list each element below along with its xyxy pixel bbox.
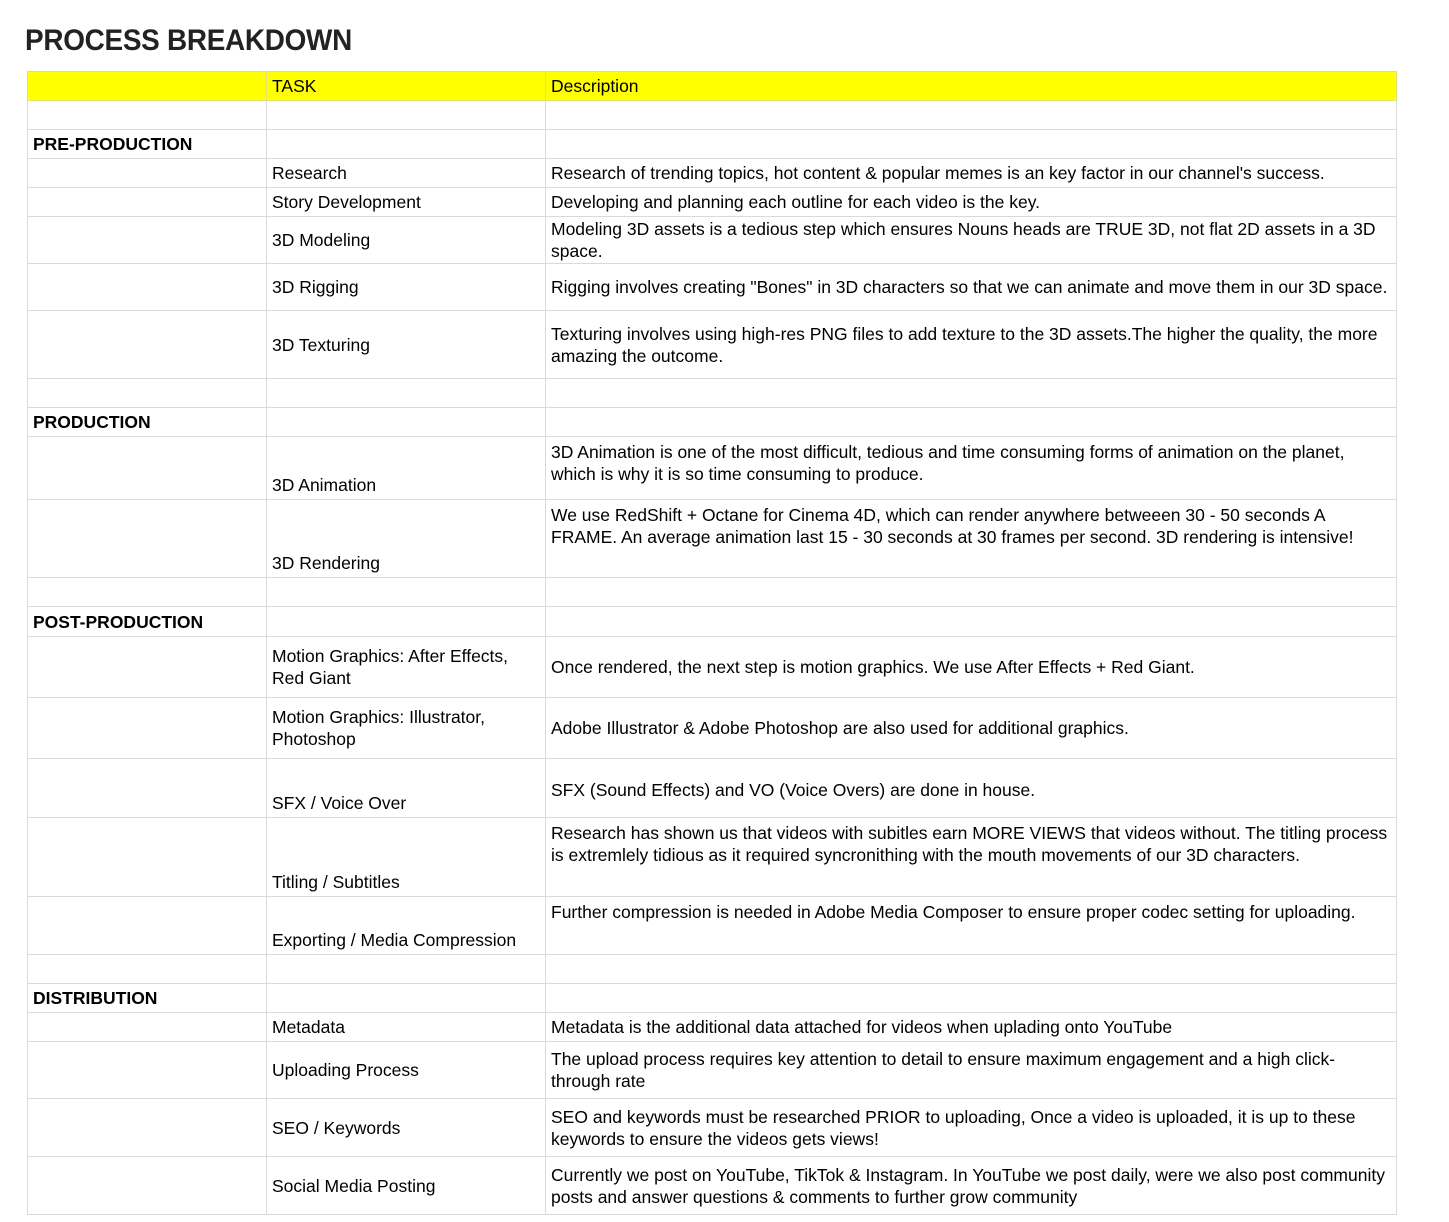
table-row — [28, 311, 1397, 379]
description-cell[interactable]: Developing and planning each outline for each video is the key. — [546, 188, 1397, 217]
header-cell-task[interactable]: TASK — [267, 72, 546, 101]
empty-cell[interactable] — [267, 101, 546, 130]
section-label[interactable]: DISTRIBUTION — [28, 984, 267, 1013]
empty-cell[interactable] — [28, 379, 267, 408]
description-cell[interactable]: Currently we post on YouTube, TikTok & Instagram. In YouTube we post daily, were we also post community posts and answer questions & comments to further grow community — [546, 1157, 1397, 1215]
description-cell[interactable]: Once rendered, the next step is motion graphics. We use After Effects + Red Giant. — [546, 637, 1397, 698]
process-table — [27, 71, 1397, 1215]
description-cell[interactable]: Further compression is needed in Adobe Media Composer to ensure proper codec setting for uploading. — [546, 897, 1397, 955]
blank-row — [28, 379, 1397, 408]
description-cell[interactable]: Rigging involves creating "Bones" in 3D characters so that we can animate and move them in our 3D space. — [546, 264, 1397, 311]
task-cell[interactable]: Uploading Process — [267, 1042, 546, 1099]
task-cell[interactable]: Social Media Posting — [267, 1157, 546, 1215]
task-cell[interactable]: Motion Graphics: After Effects, Red Giant — [267, 637, 546, 698]
empty-cell[interactable] — [546, 578, 1397, 607]
task-cell[interactable]: 3D Texturing — [267, 311, 546, 379]
header-cell-phase[interactable] — [28, 72, 267, 101]
description-cell[interactable]: Research has shown us that videos with subitles earn MORE VIEWS that videos without. The titling process is extremlely tidious as it required syncronithing with the mouth movements of our 3D characters. — [546, 818, 1397, 897]
section-row — [28, 130, 1397, 159]
empty-cell[interactable] — [28, 698, 267, 759]
table-row — [28, 1157, 1397, 1215]
task-cell[interactable]: Research — [267, 159, 546, 188]
description-cell[interactable]: 3D Animation is one of the most difficult, tedious and time consuming forms of animation on the planet, which is why it is so time consuming to produce. — [546, 437, 1397, 500]
description-cell[interactable]: We use RedShift + Octane for Cinema 4D, which can render anywhere betweeen 30 - 50 seconds A FRAME. An average animation last 15 - 30 seconds at 30 frames per second. 3D rendering is intensive! — [546, 500, 1397, 578]
description-cell[interactable]: The upload process requires key attention to detail to ensure maximum engagement and a high click-through rate — [546, 1042, 1397, 1099]
empty-cell[interactable] — [546, 379, 1397, 408]
empty-cell[interactable] — [546, 955, 1397, 984]
header-row — [28, 72, 1397, 101]
empty-cell[interactable] — [28, 1157, 267, 1215]
section-row — [28, 408, 1397, 437]
table-row — [28, 698, 1397, 759]
section-label[interactable]: PRE-PRODUCTION — [28, 130, 267, 159]
empty-cell[interactable] — [28, 759, 267, 818]
table-row — [28, 897, 1397, 955]
empty-cell[interactable] — [546, 130, 1397, 159]
description-cell[interactable]: Modeling 3D assets is a tedious step which ensures Nouns heads are TRUE 3D, not flat 2D assets in a 3D space. — [546, 217, 1397, 264]
section-label[interactable]: PRODUCTION — [28, 408, 267, 437]
empty-cell[interactable] — [267, 607, 546, 637]
task-cell[interactable]: 3D Modeling — [267, 217, 546, 264]
table-row — [28, 759, 1397, 818]
empty-cell[interactable] — [28, 311, 267, 379]
task-cell[interactable]: Exporting / Media Compression — [267, 897, 546, 955]
empty-cell[interactable] — [28, 897, 267, 955]
empty-cell[interactable] — [267, 984, 546, 1013]
empty-cell[interactable] — [28, 437, 267, 500]
task-cell[interactable]: 3D Rigging — [267, 264, 546, 311]
empty-cell[interactable] — [267, 955, 546, 984]
table-row — [28, 637, 1397, 698]
empty-cell[interactable] — [546, 607, 1397, 637]
task-cell[interactable]: SFX / Voice Over — [267, 759, 546, 818]
empty-cell[interactable] — [28, 955, 267, 984]
blank-row — [28, 578, 1397, 607]
empty-cell[interactable] — [28, 101, 267, 130]
table-row — [28, 188, 1397, 217]
task-cell[interactable]: Metadata — [267, 1013, 546, 1042]
empty-cell[interactable] — [28, 637, 267, 698]
empty-cell[interactable] — [546, 984, 1397, 1013]
empty-cell[interactable] — [28, 500, 267, 578]
empty-cell[interactable] — [267, 379, 546, 408]
empty-cell[interactable] — [267, 408, 546, 437]
blank-row — [28, 955, 1397, 984]
description-cell[interactable]: Research of trending topics, hot content & popular memes is an key factor in our channel's success. — [546, 159, 1397, 188]
task-cell[interactable]: 3D Rendering — [267, 500, 546, 578]
description-cell[interactable]: SFX (Sound Effects) and VO (Voice Overs) are done in house. — [546, 759, 1397, 818]
empty-cell[interactable] — [28, 217, 267, 264]
section-row — [28, 984, 1397, 1013]
empty-cell[interactable] — [28, 1099, 267, 1157]
empty-cell[interactable] — [267, 130, 546, 159]
empty-cell[interactable] — [28, 1042, 267, 1099]
empty-cell[interactable] — [28, 1013, 267, 1042]
table-row — [28, 437, 1397, 500]
table-row — [28, 1099, 1397, 1157]
empty-cell[interactable] — [28, 578, 267, 607]
empty-cell[interactable] — [546, 408, 1397, 437]
table-row — [28, 1013, 1397, 1042]
description-cell[interactable]: SEO and keywords must be researched PRIOR to uploading, Once a video is uploaded, it is up to these keywords to ensure the videos gets views! — [546, 1099, 1397, 1157]
description-cell[interactable]: Adobe Illustrator & Adobe Photoshop are also used for additional graphics. — [546, 698, 1397, 759]
empty-cell[interactable] — [546, 101, 1397, 130]
blank-row — [28, 101, 1397, 130]
description-cell[interactable]: Texturing involves using high-res PNG files to add texture to the 3D assets.The higher the quality, the more amazing the outcome. — [546, 311, 1397, 379]
table-row — [28, 818, 1397, 897]
empty-cell[interactable] — [267, 578, 546, 607]
description-cell[interactable]: Metadata is the additional data attached for videos when uplading onto YouTube — [546, 1013, 1397, 1042]
table-row — [28, 264, 1397, 311]
task-cell[interactable]: 3D Animation — [267, 437, 546, 500]
empty-cell[interactable] — [28, 264, 267, 311]
empty-cell[interactable] — [28, 159, 267, 188]
table-row — [28, 1042, 1397, 1099]
task-cell[interactable]: SEO / Keywords — [267, 1099, 546, 1157]
header-cell-description[interactable]: Description — [546, 72, 1397, 101]
section-row — [28, 607, 1397, 637]
empty-cell[interactable] — [28, 188, 267, 217]
task-cell[interactable]: Titling / Subtitles — [267, 818, 546, 897]
task-cell[interactable]: Motion Graphics: Illustrator, Photoshop — [267, 698, 546, 759]
empty-cell[interactable] — [28, 818, 267, 897]
section-label[interactable]: POST-PRODUCTION — [28, 607, 267, 637]
page-title: PROCESS BREAKDOWN — [25, 24, 352, 57]
table-row — [28, 159, 1397, 188]
table-row — [28, 500, 1397, 578]
task-cell[interactable]: Story Development — [267, 188, 546, 217]
table-row — [28, 217, 1397, 264]
